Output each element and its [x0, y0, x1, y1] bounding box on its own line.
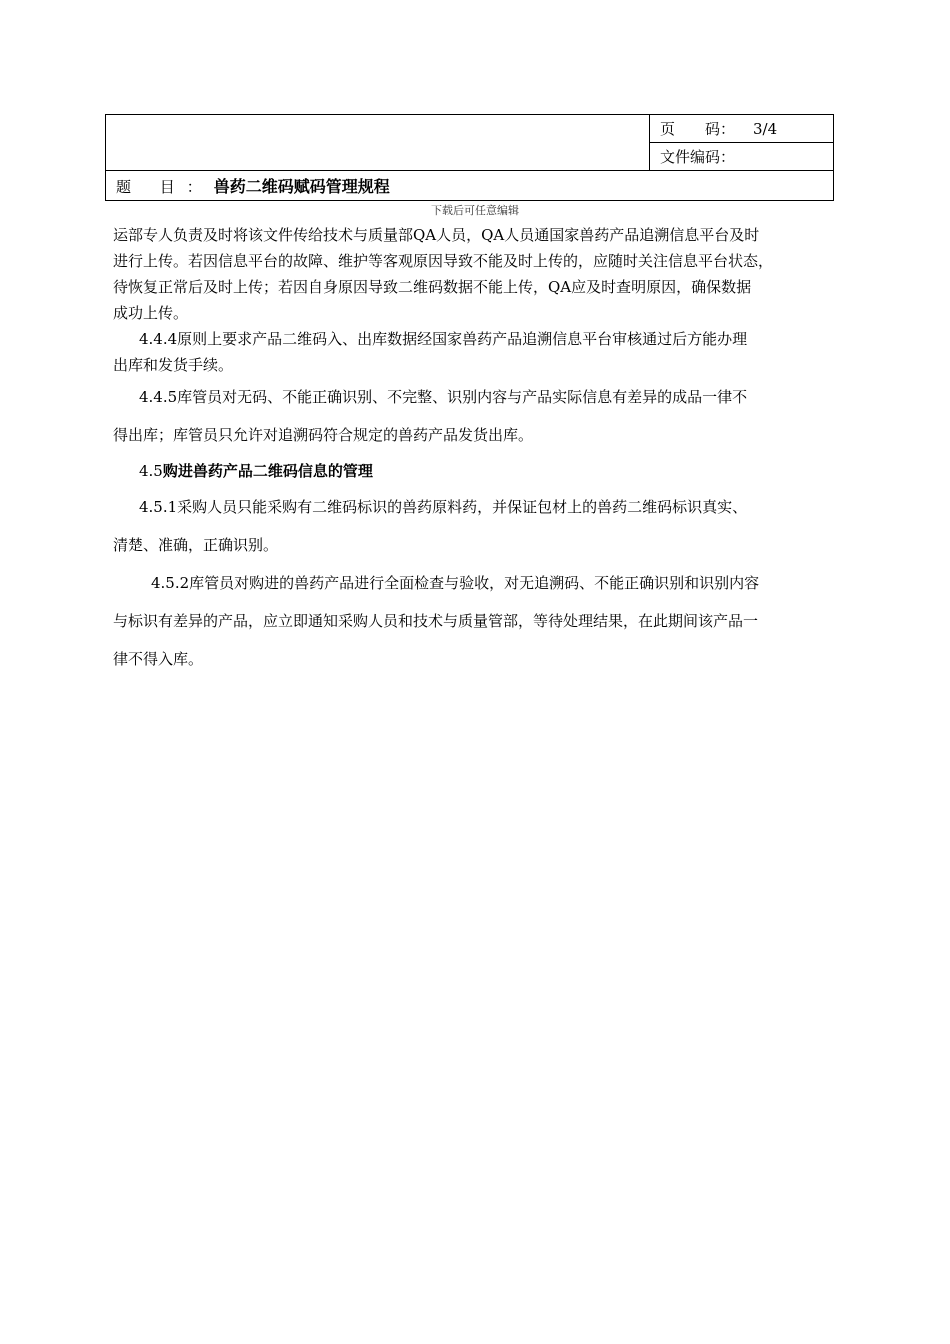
paragraph-line: 4.5.1采购人员只能采购有二维码标识的兽药原料药，并保证包材上的兽药二维码标识真实、 — [139, 498, 748, 516]
header-table — [105, 114, 834, 201]
paragraph-line: 运部专人负责及时将该文件传给技术与质量部QA人员，QA人员通国家兽药产品追溯信息平台及时 — [113, 226, 760, 244]
paragraph-line: 4.4.5库管员对无码、不能正确识别、不完整、识别内容与产品实际信息有差异的成品一律不 — [139, 388, 748, 406]
page-number-value: 3/4 — [753, 120, 778, 138]
paragraph-line: 清楚、准确，正确识别。 — [113, 536, 279, 554]
document-title: 兽药二维码赋码管理规程 — [213, 177, 390, 196]
section-number: 4.5 — [139, 462, 163, 480]
paragraph-line: 得出库；库管员只允许对追溯码符合规定的兽药产品发货出库。 — [113, 426, 534, 444]
paragraph-line: 4.4.4原则上要求产品二维码入、出库数据经国家兽药产品追溯信息平台审核通过后方能办理 — [139, 330, 748, 348]
paragraph-line: 与标识有差异的产品，应立即通知采购人员和技术与质量管部，等待处理结果，在此期间该产品一 — [113, 612, 759, 630]
paragraph-line: 进行上传。若因信息平台的故障、维护等客观原因导致不能及时上传的，应随时关注信息平台状态， — [113, 252, 774, 270]
section-heading — [113, 454, 848, 488]
paragraph-line: 律不得入库。 — [113, 650, 204, 668]
paragraph-line: 4.5.2库管员对购进的兽药产品进行全面检查与验收，对无追溯码、不能正确识别和识别内容 — [151, 574, 760, 592]
section-title: 购进兽药产品二维码信息的管理 — [162, 462, 373, 480]
header-blank-cell — [106, 115, 650, 171]
doc-code-cell — [650, 143, 834, 171]
page-number-label: 页 码： — [660, 120, 736, 138]
doc-code-label: 文件编码： — [660, 148, 736, 166]
paragraph-line: 成功上传。 — [113, 304, 189, 322]
body-text — [113, 222, 848, 678]
paragraph-line: 待恢复正常后及时上传；若因自身原因导致二维码数据不能上传，QA应及时查明原因，确保数据 — [113, 278, 752, 296]
paragraph-line: 出库和发货手续。 — [113, 356, 234, 374]
title-label: 题 目： — [116, 178, 214, 196]
watermark-text: 下载后可任意编辑 — [431, 204, 519, 217]
title-cell — [106, 171, 834, 201]
page-number-cell — [650, 115, 834, 143]
